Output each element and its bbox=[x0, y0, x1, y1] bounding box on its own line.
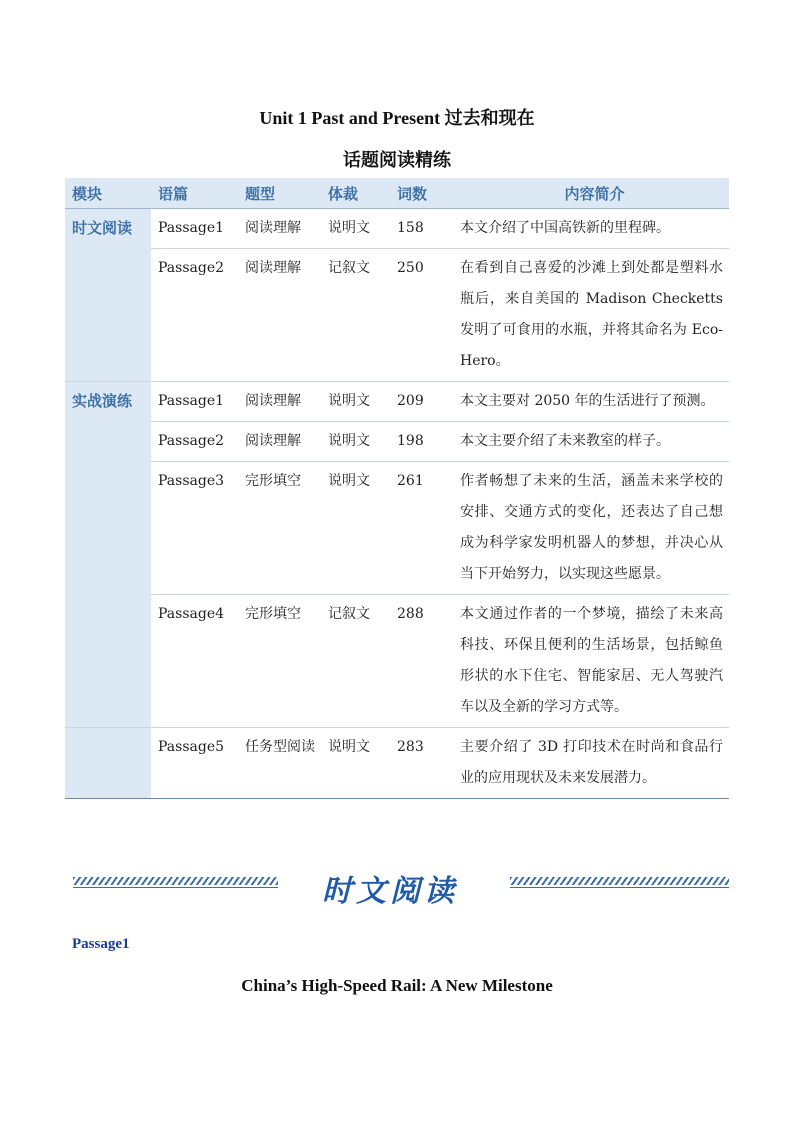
genre-cell: 说明文 bbox=[321, 422, 390, 462]
words-cell: 158 bbox=[390, 209, 453, 249]
module-cell: 时文阅读 bbox=[65, 209, 151, 249]
passage-label: Passage1 bbox=[72, 936, 130, 952]
type-cell: 任务型阅读 bbox=[238, 728, 321, 799]
type-cell: 阅读理解 bbox=[238, 249, 321, 382]
passage-cell: Passage1 bbox=[151, 382, 238, 422]
passage-cell: Passage5 bbox=[151, 728, 238, 799]
column-header-genre: 体裁 bbox=[321, 178, 390, 209]
table-row bbox=[65, 249, 729, 382]
reading-summary-table bbox=[65, 178, 729, 799]
table-row bbox=[65, 462, 729, 595]
module-cell bbox=[65, 462, 151, 595]
banner-stripe-right bbox=[510, 877, 729, 885]
unit-title: Unit 1 Past and Present 过去和现在 bbox=[259, 108, 535, 128]
summary-cell: 本文主要对 2050 年的生活进行了预测。 bbox=[453, 382, 729, 422]
table-row bbox=[65, 728, 729, 799]
genre-cell: 说明文 bbox=[321, 728, 390, 799]
summary-cell: 在看到自己喜爱的沙滩上到处都是塑料水瓶后，来自美国的 Madison Checketts 发明了可食用的水瓶，并将其命名为 Eco-Hero。 bbox=[453, 249, 729, 382]
type-cell: 阅读理解 bbox=[238, 209, 321, 249]
words-cell: 261 bbox=[390, 462, 453, 595]
table-header-row bbox=[65, 178, 729, 209]
summary-cell: 本文介绍了中国高铁新的里程碑。 bbox=[453, 209, 729, 249]
module-cell bbox=[65, 422, 151, 462]
passage-cell: Passage3 bbox=[151, 462, 238, 595]
module-cell: 实战演练 bbox=[65, 382, 151, 422]
table-row bbox=[65, 422, 729, 462]
module-cell bbox=[65, 728, 151, 799]
type-cell: 完形填空 bbox=[238, 462, 321, 595]
table-row bbox=[65, 382, 729, 422]
words-cell: 198 bbox=[390, 422, 453, 462]
type-cell: 阅读理解 bbox=[238, 422, 321, 462]
genre-cell: 记叙文 bbox=[321, 595, 390, 728]
genre-cell: 说明文 bbox=[321, 209, 390, 249]
column-header-module: 模块 bbox=[65, 178, 151, 209]
column-header-words: 词数 bbox=[390, 178, 453, 209]
words-cell: 209 bbox=[390, 382, 453, 422]
type-cell: 阅读理解 bbox=[238, 382, 321, 422]
summary-cell: 本文通过作者的一个梦境，描绘了未来高科技、环保且便利的生活场景，包括鲸鱼形状的水下住宅、智能家居、无人驾驶汽车以及全新的学习方式等。 bbox=[453, 595, 729, 728]
passage-cell: Passage2 bbox=[151, 249, 238, 382]
genre-cell: 说明文 bbox=[321, 462, 390, 595]
passage-cell: Passage1 bbox=[151, 209, 238, 249]
passage-cell: Passage2 bbox=[151, 422, 238, 462]
genre-cell: 说明文 bbox=[321, 382, 390, 422]
table-row bbox=[65, 595, 729, 728]
section-banner bbox=[0, 862, 794, 912]
column-header-summary: 内容简介 bbox=[453, 178, 729, 209]
module-cell bbox=[65, 249, 151, 382]
summary-cell: 本文主要介绍了未来教室的样子。 bbox=[453, 422, 729, 462]
table-row bbox=[65, 209, 729, 249]
words-cell: 288 bbox=[390, 595, 453, 728]
banner-stripe-left bbox=[73, 877, 278, 885]
words-cell: 250 bbox=[390, 249, 453, 382]
passage-cell: Passage4 bbox=[151, 595, 238, 728]
type-cell: 完形填空 bbox=[238, 595, 321, 728]
banner-heading: 时文阅读 bbox=[322, 874, 458, 909]
column-header-type: 题型 bbox=[238, 178, 321, 209]
genre-cell: 记叙文 bbox=[321, 249, 390, 382]
words-cell: 283 bbox=[390, 728, 453, 799]
module-cell bbox=[65, 595, 151, 728]
column-header-passage: 语篇 bbox=[151, 178, 238, 209]
section-subtitle: 话题阅读精练 bbox=[343, 150, 451, 170]
summary-cell: 主要介绍了 3D 打印技术在时尚和食品行业的应用现状及未来发展潜力。 bbox=[453, 728, 729, 799]
summary-cell: 作者畅想了未来的生活，涵盖未来学校的安排、交通方式的变化，还表达了自己想成为科学家发明机器人的梦想，并决心从当下开始努力，以实现这些愿景。 bbox=[453, 462, 729, 595]
passage-title: China’s High-Speed Rail: A New Milestone bbox=[241, 976, 553, 995]
